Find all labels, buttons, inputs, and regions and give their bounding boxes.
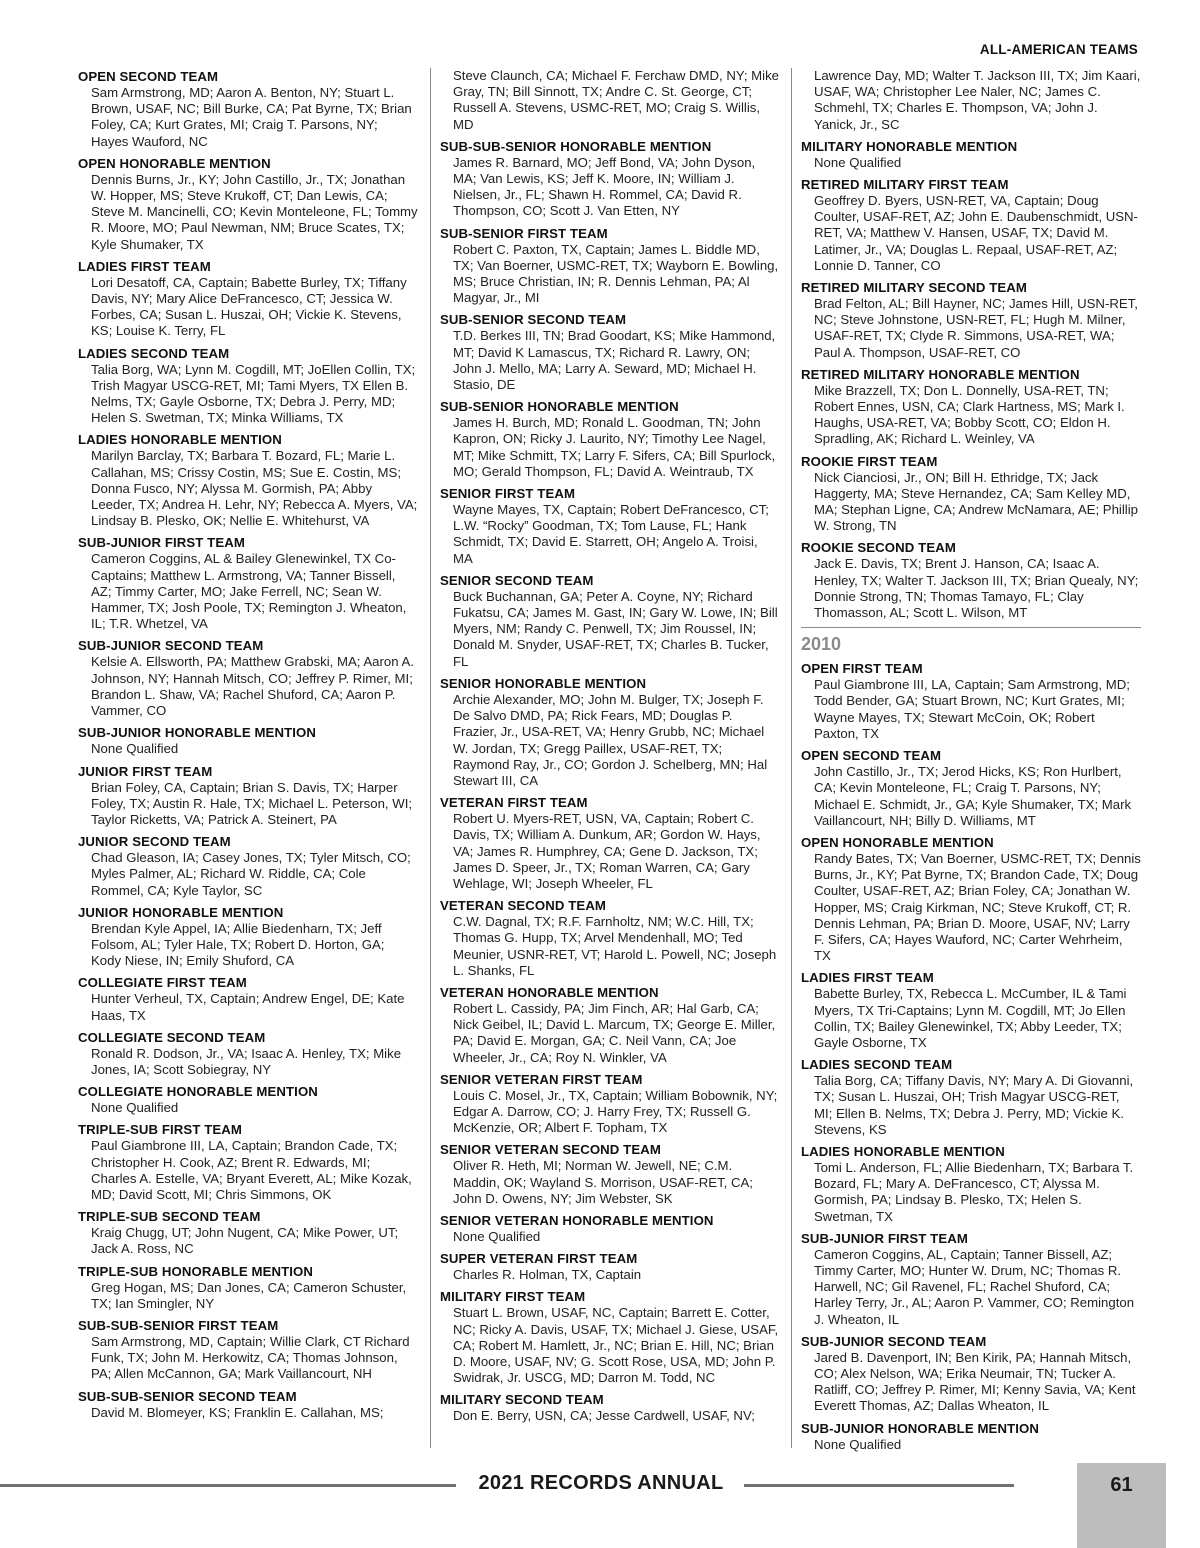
team-roster: Geoffrey D. Byers, USN-RET, VA, Captain; Doug Coulter, USAF-RET, AZ; John E. Daubenschmidt, USN-RET, VA; Matthew V. Hansen, USAF, TX; David M. Latimer, Jr., VA; Douglas L. Repaal, USAF-RET, AZ; Lonnie D. Tanner, CO [814, 193, 1138, 273]
team-heading: JUNIOR HONORABLE MENTION [78, 904, 284, 920]
team-roster: Kraig Chugg, UT; John Nugent, CA; Mike Power, UT; Jack A. Ross, NC [91, 1225, 399, 1257]
team-heading: SUB-SENIOR HONORABLE MENTION [440, 399, 679, 415]
team-roster: Sam Armstrong, MD, Captain; Willie Clark, CT Richard Funk, TX; John M. Herkowitz, CA; Thomas Johnson, PA; Allen McCannon, GA; Mark Vaillancourt, NH [91, 1333, 410, 1382]
team-roster: Paul Giambrone III, LA, Captain; Sam Armstrong, MD; Todd Bender, GA; Stuart Brown, NC; Kurt Grates, MI; Wayne Mayes, TX; Stewart McCoin, OK; Robert Paxton, TX [814, 677, 1130, 741]
team-roster: Lori Desatoff, CA, Captain; Babette Burley, TX; Tiffany Davis, NY; Mary Alice DeFrancesco, CT; Jessica W. Forbes, CA; Susan L. Huszai, OH; Vickie K. Stevens, KS; Louise K. Terry, FL [91, 274, 407, 339]
team-roster: Talia Borg, WA; Lynn M. Cogdill, MT; JoEllen Collin, TX; Trish Magyar USCG-RET, MI; Tami Myers, TX Ellen B. Nelms, TX; Gayle Osborne, TX; Debra J. Perry, MD; Helen S. Swetman, TX; Minka Williams, TX [91, 361, 416, 426]
team-roster: None Qualified [91, 1100, 179, 1116]
footer-rule-right [744, 1484, 1014, 1487]
team-roster: Tomi L. Anderson, FL; Allie Biedenharn, TX; Barbara T. Bozard, FL; Mary A. DeFrancesco, CT; Alyssa M. Gormish, PA; Lindsay B. Plesko, TX; Helen S. Swetman, TX [814, 1159, 1134, 1224]
team-heading: VETERAN SECOND TEAM [440, 898, 607, 914]
team-heading: SUB-JUNIOR FIRST TEAM [801, 1230, 968, 1246]
team-heading: SUB-JUNIOR HONORABLE MENTION [78, 725, 316, 741]
team-heading: SENIOR FIRST TEAM [440, 486, 576, 502]
team-heading: TRIPLE-SUB HONORABLE MENTION [78, 1263, 314, 1279]
team-heading: SUB-JUNIOR SECOND TEAM [801, 1333, 987, 1349]
team-roster: Archie Alexander, MO; John M. Bulger, TX; Joseph F. De Salvo DMD, PA; Rick Fears, MD; Douglas P. Frazier, Jr., USA-RET, VA; Henry Grubb, NC; Michael W. Jordan, TX; Gregg Paillex, USAF-RET, TX; Raymond Ray, Jr., CO; Gordon J. Schelberg, MN; Hal Stewart III, CA [453, 691, 768, 788]
team-heading: LADIES SECOND TEAM [801, 1057, 953, 1073]
team-heading: RETIRED MILITARY HONORABLE MENTION [801, 366, 1080, 382]
team-heading: TRIPLE-SUB SECOND TEAM [78, 1209, 261, 1225]
team-heading: SUB-SENIOR SECOND TEAM [440, 312, 627, 328]
team-roster: Brad Felton, AL; Bill Hayner, NC; James Hill, USN-RET, NC; Steve Johnstone, USN-RET, FL; Hugh M. Milner, USAF-RET, TX; Clyde R. Simmons, USA-RET, WA; Paul A. Thompson, USAF-RET, CO [814, 296, 1138, 360]
column-divider [791, 68, 792, 1448]
team-heading: LADIES SECOND TEAM [78, 345, 230, 361]
team-roster: Cameron Coggins, AL, Captain; Tanner Bissell, AZ; Timmy Carter, MO; Hunter W. Drum, NC; Thomas R. Harwell, NC; Gil Ravenel, FL; Rachel Shuford, CA; Harley Terry, Jr., AL; Aaron P. Vammer, CO; Remington J. Wheaton, IL [814, 1246, 1135, 1327]
team-heading: OPEN HONORABLE MENTION [801, 834, 994, 850]
team-roster: T.D. Berkes III, TN; Brad Goodart, KS; Mike Hammond, MT; David K Lamascus, TX; Richard R. Lawry, ON; John J. Mello, MA; Larry A. Seward, MD; Michael H. Stasio, DE [453, 328, 776, 393]
team-roster: James R. Barnard, MO; Jeff Bond, VA; John Dyson, MA; Van Lewis, KS; Jeff K. Moore, IN; William J. Nielsen, Jr., FL; Shawn H. Rommel, CA; David R. Thompson, CO; Scott J. Van Etten, NY [453, 154, 756, 219]
team-roster: Buck Buchannan, GA; Peter A. Coyne, NY; Richard Fukatsu, CA; James M. Gast, IN; Gary W. Lowe, IN; Bill Myers, NM; Randy C. Penwell, TX; Jim Roussel, IN; Donald M. Snyder, USAF-RET, TX; Charles B. Tucker, FL [453, 588, 778, 669]
team-heading: SUPER VETERAN FIRST TEAM [440, 1251, 638, 1267]
year-heading: 2010 [801, 634, 842, 655]
team-heading: LADIES FIRST TEAM [78, 258, 211, 274]
team-roster: Cameron Coggins, AL & Bailey Glenewinkel, TX Co-Captains; Matthew L. Armstrong, VA; Tanner Bissell, AZ; Timmy Carter, MO; Jake Ferrell, NC; Sean W. Hammer, TX; Josh Poole, TX; Remington J. Wheaton, IL; T.R. Whetzel, VA [91, 551, 407, 632]
page-number: 61 [1110, 1474, 1133, 1496]
team-roster: Jack E. Davis, TX; Brent J. Hanson, CA; Isaac A. Henley, TX; Walter T. Jackson III, TX; Brian Quealy, NY; Donnie Strong, TN; Thomas Tamayo, FL; Clay Thomasson, AL; Scott L. Wilson, MT [814, 556, 1139, 621]
team-heading: SENIOR HONORABLE MENTION [440, 675, 647, 691]
team-roster: Charles R. Holman, TX, Captain [453, 1267, 642, 1283]
team-heading: COLLEGIATE SECOND TEAM [78, 1029, 266, 1045]
team-heading: SUB-SUB-SENIOR SECOND TEAM [78, 1388, 297, 1404]
team-heading: LADIES FIRST TEAM [801, 970, 934, 986]
team-heading: ROOKIE FIRST TEAM [801, 453, 938, 469]
team-heading: TRIPLE-SUB FIRST TEAM [78, 1122, 243, 1138]
team-heading: OPEN HONORABLE MENTION [78, 155, 271, 171]
team-heading: MILITARY SECOND TEAM [440, 1392, 604, 1408]
team-heading: SUB-SUB-SENIOR HONORABLE MENTION [440, 138, 712, 154]
team-roster: None Qualified [91, 741, 179, 757]
team-roster: Mike Brazzell, TX; Don L. Donnelly, USA-RET, TN; Robert Ennes, USN, CA; Clark Hartness, MS; Mark I. Haughs, USA-RET, VA; Bobby Scott, CO; Eldon H. Spradling, AK; Richard L. Weinley, VA [814, 382, 1125, 447]
team-roster: Jared B. Davenport, IN; Ben Kirik, PA; Hannah Mitsch, CO; Alex Nelson, WA; Erika Neumair, TN; Tucker A. Ratliff, CO; Jeffrey P. Rimer, MI; Kenny Savia, VA; Kent Everett Thomas, AZ; Dallas Wheaton, IL [814, 1349, 1136, 1414]
team-roster: Lawrence Day, MD; Walter T. Jackson III, TX; Jim Kaari, USAF, WA; Christopher Lee Naler, NC; James C. Schmehl, TX; Charles E. Thompson, VA; John J. Yanick, Jr., SC [814, 68, 1141, 132]
team-roster: Babette Burley, TX, Rebecca L. McCumber, IL & Tami Myers, TX Tri-Captains; Lynn M. Cogdill, MT; Jo Ellen Collin, TX; Bailey Glenewinkel, TX; Abby Leeder, TX; Gayle Osborne, TX [814, 986, 1127, 1050]
team-roster: Sam Armstrong, MD; Aaron A. Benton, NY; Stuart L. Brown, USAF, NC; Bill Burke, CA; Pat Byrne, TX; Brian Foley, CA; Kurt Grates, MI; Craig T. Parsons, NY; Hayes Wauford, NC [91, 85, 412, 149]
team-heading: ROOKIE SECOND TEAM [801, 540, 956, 556]
team-roster: James H. Burch, MD; Ronald L. Goodman, TN; John Kapron, ON; Ricky J. Laurito, NY; Timothy Lee Nagel, MT; Mike Schmitt, TX; Larry F. Sifers, CA; Bill Spurlock, MO; Gerald Thompson, FL; David A. Weintraub, TX [453, 415, 776, 479]
team-roster: None Qualified [814, 154, 902, 170]
team-heading: SUB-JUNIOR HONORABLE MENTION [801, 1420, 1039, 1436]
team-roster: Hunter Verheul, TX, Captain; Andrew Engel, DE; Kate Haas, TX [91, 991, 405, 1023]
team-heading: JUNIOR SECOND TEAM [78, 834, 231, 850]
team-heading: VETERAN HONORABLE MENTION [440, 984, 659, 1000]
team-heading: JUNIOR FIRST TEAM [78, 763, 213, 779]
team-heading: OPEN SECOND TEAM [801, 748, 942, 764]
team-roster: Kelsie A. Ellsworth, PA; Matthew Grabski, MA; Aaron A. Johnson, NY; Hannah Mitsch, CO; Jeffrey P. Rimer, MI; Brandon L. Shaw, VA; Rachel Shuford, CA; Aaron P. Vammer, CO [91, 654, 414, 719]
team-roster: Don E. Berry, USN, CA; Jesse Cardwell, USAF, NV; [453, 1408, 755, 1424]
team-roster: Wayne Mayes, TX, Captain; Robert DeFrancesco, CT; L.W. “Rocky” Goodman, TX; Tom Lause, FL; Hank Schmidt, TX; David E. Starrett, OH; Angelo A. Troisi, MA [453, 502, 769, 566]
team-roster: Stuart L. Brown, USAF, NC, Captain; Barrett E. Cotter, NC; Ricky A. Davis, USAF, TX; Michael J. Giese, USAF, CA; Robert M. Hamlett, Jr., NC; Brian E. Hill, NC; Brian D. Moore, USAF, NV; G. Scott Rose, USA, MD; John P. Swidrak, Jr. USCG, MD; Darron M. Todd, NC [453, 1305, 779, 1386]
team-roster: Oliver R. Heth, MI; Norman W. Jewell, NE; C.M. Maddin, OK; Wayland S. Morrison, USAF-RET, CA; John D. Owens, NY; Jim Webster, SK [453, 1158, 753, 1206]
team-heading: SENIOR VETERAN FIRST TEAM [440, 1071, 643, 1087]
column-left [78, 68, 418, 1426]
team-roster: Chad Gleason, IA; Casey Jones, TX; Tyler Mitsch, CO; Myles Palmer, AL; Richard W. Riddle, CA; Cole Rommel, CA; Kyle Taylor, SC [91, 850, 411, 898]
team-roster: Marilyn Barclay, TX; Barbara T. Bozard, FL; Marie L. Callahan, MS; Crissy Costin, MS; Sue E. Costin, MS; Donna Fusco, NY; Alyssa M. Gormish, PA; Abby Leeder, TX; Andrea H. Lehr, NY; Rebecca A. Myers, VA; Lindsay B. Plesko, OK; Nellie E. Whitehurst, VA [91, 448, 418, 529]
team-heading: SUB-SUB-SENIOR FIRST TEAM [78, 1317, 279, 1333]
team-roster: Robert U. Myers-RET, USN, VA, Captain; Robert C. Davis, TX; William A. Dunkum, AR; Gordon W. Hays, VA; James R. Humphrey, CA; Gene D. Jackson, TX; James D. Speer, Jr., TX; Roman Warren, CA; Gary Wehlage, WI; Joseph Wheeler, FL [453, 811, 761, 891]
footer-rule-left [0, 1484, 456, 1487]
team-roster: Steve Claunch, CA; Michael F. Ferchaw DMD, NY; Mike Gray, TN; Bill Sinnott, TX; Andre C. St. George, CT; Russell A. Stevens, USMC-RET, MO; Craig S. Willis, MD [453, 68, 779, 132]
column-middle [440, 68, 780, 1430]
team-roster: Paul Giambrone III, LA, Captain; Brandon Cade, TX; Christopher H. Cook, AZ; Brent R. Edwards, MI; Charles A. Estelle, VA; Bryant Everett, AL; Mike Kozak, MD; David Scott, MI; Chris Simmons, OK [91, 1138, 412, 1202]
team-roster: Robert C. Paxton, TX, Captain; James L. Biddle MD, TX; Van Boerner, USMC-RET, TX; Wayborn E. Bowling, MS; Bruce Christian, IN; R. Dennis Lehman, PA; Al Magyar, Jr., MI [453, 241, 779, 306]
team-roster: David M. Blomeyer, KS; Franklin E. Callahan, MS; [91, 1404, 384, 1420]
team-heading: COLLEGIATE FIRST TEAM [78, 975, 247, 991]
column-divider [430, 68, 431, 1448]
column-right [801, 68, 1141, 1458]
team-roster: Randy Bates, TX; Van Boerner, USMC-RET, TX; Dennis Burns, Jr., KY; Pat Byrne, TX; Brandon Cade, TX; Doug Coulter, USAF-RET, AZ; Brian Foley, CA; Jonathan W. Hopper, MS; Craig Kirkman, NC; Steve Krukoff, CT; R. Dennis Lehman, PA; Brian D. Moore, USAF, NV; Larry F. Sifers, CA; Hayes Wauford, NC; Carter Wehrheim, TX [814, 850, 1141, 964]
team-roster: Dennis Burns, Jr., KY; John Castillo, Jr., TX; Jonathan W. Hopper, MS; Steve Krukoff, CT; Dan Lewis, CA; Steve M. Mancinelli, CO; Kevin Monteleone, FL; Tommy R. Moore, MO; Paul Newman, NM; Bruce Scates, TX; Kyle Shumaker, TX [91, 171, 418, 252]
team-heading: COLLEGIATE HONORABLE MENTION [78, 1084, 318, 1100]
team-heading: SUB-JUNIOR SECOND TEAM [78, 638, 264, 654]
team-roster: Talia Borg, CA; Tiffany Davis, NY; Mary A. Di Giovanni, TX; Susan L. Huszai, OH; Trish Magyar USCG-RET, MI; Ellen B. Nelms, TX; Debra J. Perry, MD; Vickie K. Stevens, KS [814, 1073, 1134, 1137]
team-heading: SUB-JUNIOR FIRST TEAM [78, 535, 245, 551]
team-heading: MILITARY HONORABLE MENTION [801, 138, 1018, 154]
team-heading: SENIOR VETERAN HONORABLE MENTION [440, 1212, 714, 1228]
team-heading: OPEN FIRST TEAM [801, 661, 923, 677]
team-heading: RETIRED MILITARY SECOND TEAM [801, 280, 1028, 296]
team-roster: Robert L. Cassidy, PA; Jim Finch, AR; Hal Garb, CA; Nick Geibel, IL; David L. Marcum, TX; George E. Miller, PA; David E. Morgan, GA; C. Neil Vann, CA; Joe Wheeler, Jr., CA; Roy N. Winkler, VA [453, 1000, 776, 1065]
team-heading: VETERAN FIRST TEAM [440, 795, 588, 811]
year-divider [801, 627, 1141, 656]
team-roster: Louis C. Mosel, Jr., TX, Captain; William Bobownik, NY; Edgar A. Darrow, CO; J. Harry Frey, TX; Russell G. McKenzie, OR; Albert F. Topham, TX [453, 1087, 778, 1136]
team-roster: None Qualified [453, 1228, 541, 1244]
team-heading: MILITARY FIRST TEAM [440, 1289, 586, 1305]
team-heading: LADIES HONORABLE MENTION [801, 1143, 1005, 1159]
team-roster: Ronald R. Dodson, Jr., VA; Isaac A. Henley, TX; Mike Jones, IA; Scott Sobiegray, NY [91, 1045, 402, 1077]
team-heading: OPEN SECOND TEAM [78, 69, 219, 84]
team-roster: Brendan Kyle Appel, IA; Allie Biedenharn, TX; Jeff Folsom, AL; Tyler Hale, TX; Robert D. Horton, GA; Kody Niese, IN; Emily Shuford, CA [91, 920, 385, 969]
team-roster: John Castillo, Jr., TX; Jerod Hicks, KS; Ron Hurlbert, CA; Kevin Monteleone, FL; Craig T. Parsons, NY; Michael E. Schmidt, Jr., GA; Kyle Shumaker, TX; Mark Vaillancourt, NH; Billy D. Williams, MT [814, 764, 1132, 828]
team-roster: Greg Hogan, MS; Dan Jones, CA; Cameron Schuster, TX; Ian Smingler, NY [91, 1279, 407, 1311]
team-roster: C.W. Dagnal, TX; R.F. Farnholtz, NM; W.C. Hill, TX; Thomas G. Hupp, TX; Arvel Mendenhall, MO; Ted Meunier, USNR-RET, VT; Harold L. Powell, NC; Joseph L. Shanks, FL [453, 914, 777, 978]
team-roster: Brian Foley, CA, Captain; Brian S. Davis, TX; Harper Foley, TX; Austin R. Hale, TX; Michael L. Peterson, WI; Taylor Ricketts, VA; Patrick A. Steinert, PA [91, 779, 413, 827]
team-roster: None Qualified [814, 1436, 902, 1452]
team-heading: SUB-SENIOR FIRST TEAM [440, 225, 608, 241]
team-heading: SENIOR SECOND TEAM [440, 572, 594, 588]
team-heading: SENIOR VETERAN SECOND TEAM [440, 1142, 661, 1158]
team-heading: LADIES HONORABLE MENTION [78, 432, 282, 448]
footer-publication-title: 2021 RECORDS ANNUAL [478, 1472, 724, 1494]
team-roster: Nick Cianciosi, Jr., ON; Bill H. Ethridge, TX; Jack Haggerty, MA; Steve Hernandez, CA; Sam Kelley MD, MA; Stephan Ligne, CA; Andrew McNamara, AE; Phillip W. Strong, TN [814, 469, 1138, 534]
team-heading: RETIRED MILITARY FIRST TEAM [801, 177, 1009, 193]
running-header: ALL-AMERICAN TEAMS [979, 42, 1138, 57]
